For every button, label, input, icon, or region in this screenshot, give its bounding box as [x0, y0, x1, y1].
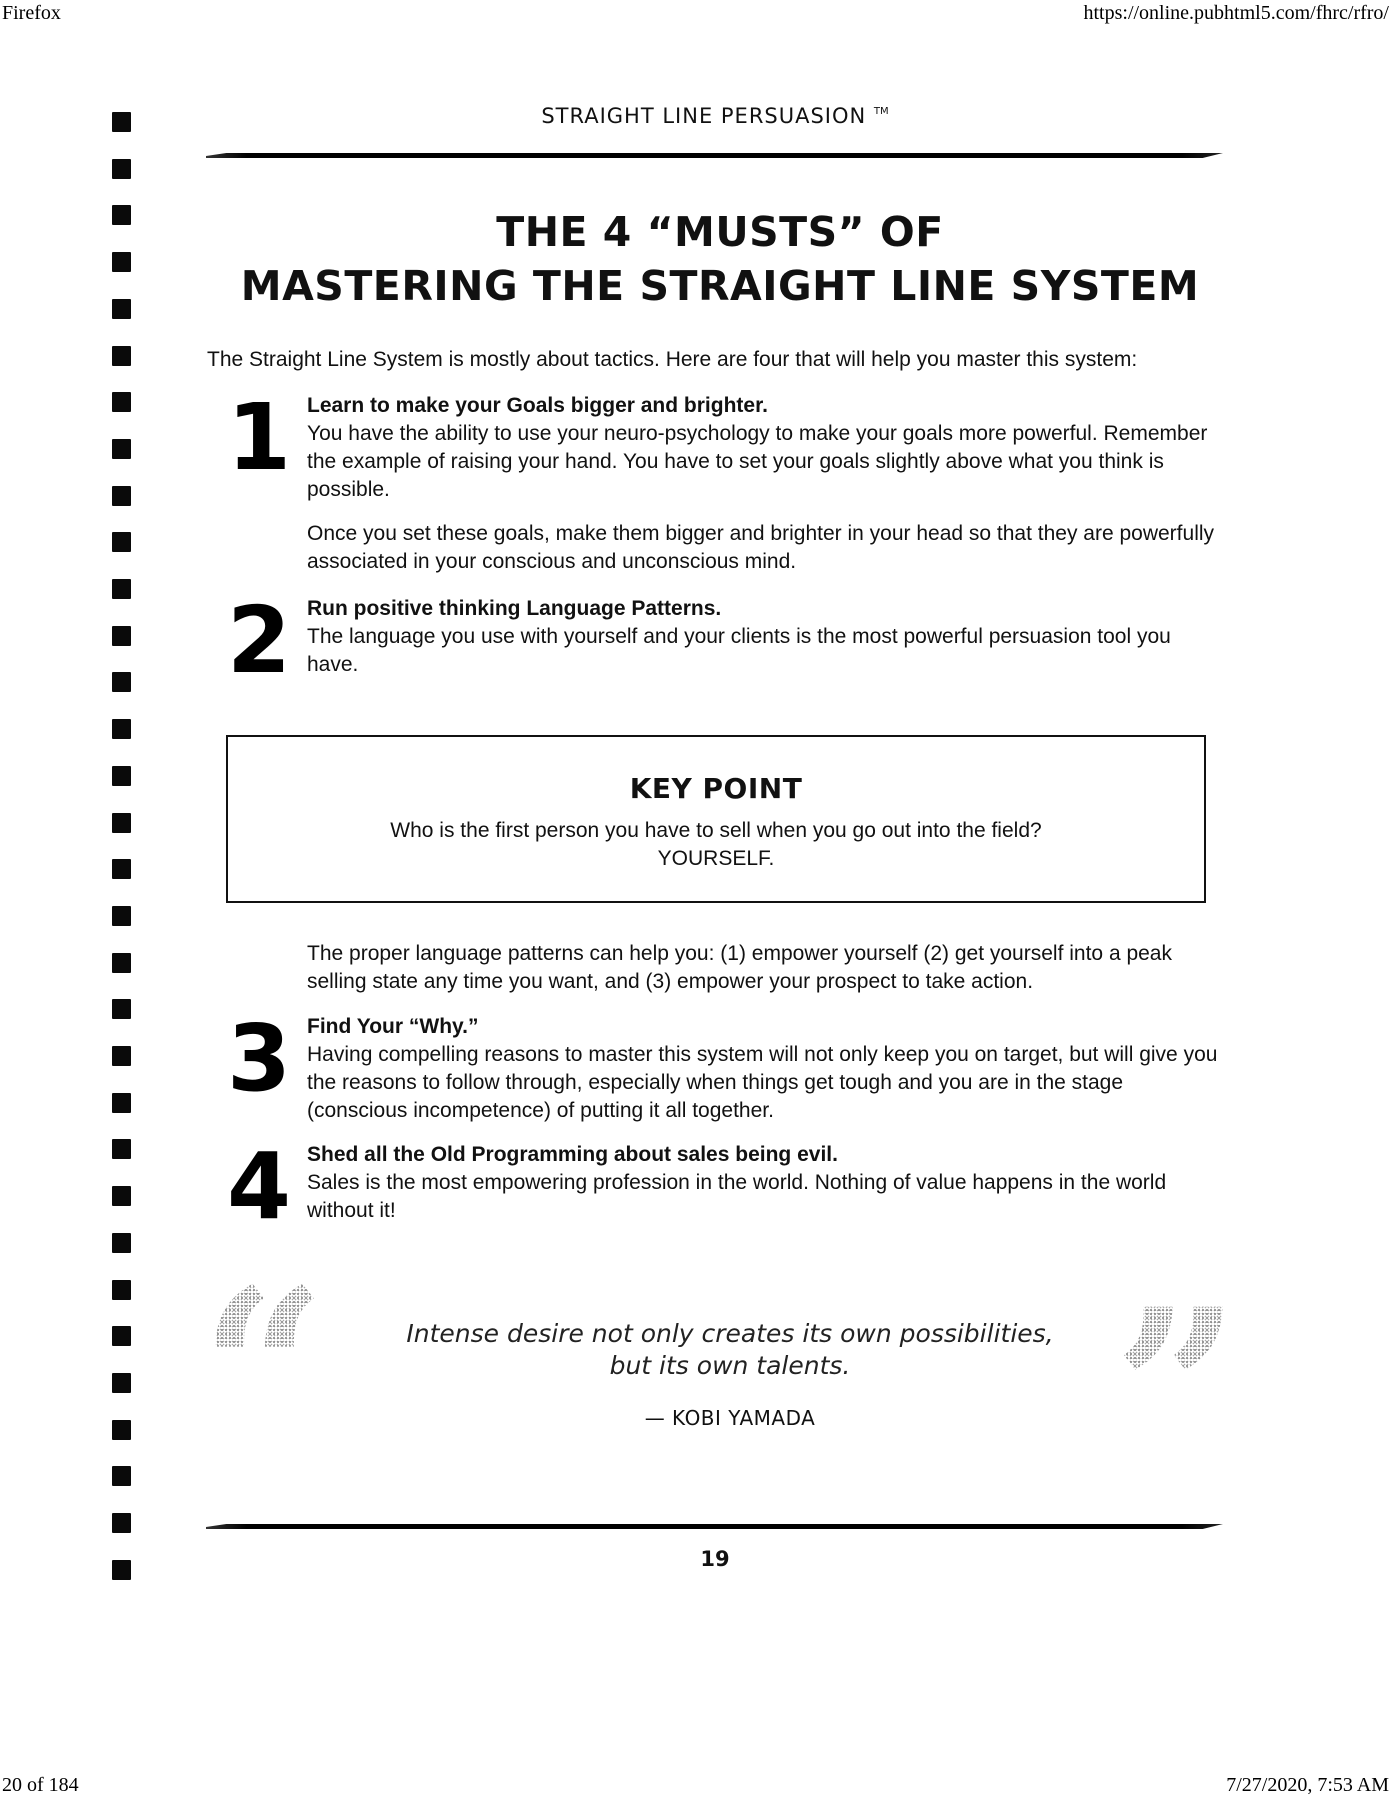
binding-hole: [112, 1326, 131, 1346]
title-line-2: MASTERING THE STRAIGHT LINE SYSTEM: [240, 262, 1200, 310]
binding-hole: [112, 346, 131, 366]
print-footer: [0, 1770, 1391, 1800]
page-title: [190, 205, 1250, 313]
app-name: Firefox: [2, 2, 61, 24]
key-point-answer: YOURSELF.: [657, 847, 775, 870]
note-paragraph: The proper language patterns can help you: (1) empower yourself (2) get yourself into a peak selling state any time you want, and (3) empower your prospect to take action.: [307, 942, 1172, 993]
intro-paragraph: The Straight Line System is mostly about tactics. Here are four that will help you master this system:: [207, 348, 1138, 371]
binding-hole: [112, 1139, 131, 1159]
key-point-box: [226, 735, 1206, 903]
item-heading: Run positive thinking Language Patterns.: [307, 597, 722, 620]
footer-rule: [206, 1524, 1223, 1529]
binding-hole: [112, 953, 131, 973]
binding-hole: [112, 486, 131, 506]
binding-hole: [112, 252, 131, 272]
item-body: [307, 1013, 1227, 1125]
binding-hole: [112, 813, 131, 833]
binding-hole: [112, 205, 131, 225]
page-number: 19: [700, 1547, 730, 1571]
note-body: [307, 940, 1227, 996]
trademark-mark: TM: [873, 106, 889, 117]
key-point-question: Who is the first person you have to sell when you go out into the field?: [390, 819, 1042, 842]
binding-hole: [112, 1233, 131, 1253]
item-heading: Find Your “Why.”: [307, 1015, 479, 1038]
binding-hole: [112, 579, 131, 599]
item-number: 4: [227, 1133, 292, 1240]
item-heading: Shed all the Old Programming about sales being evil.: [307, 1143, 838, 1166]
close-quote-icon: ”: [1113, 1260, 1240, 1519]
item-number: 3: [227, 1005, 292, 1112]
binding-hole: [112, 906, 131, 926]
binding-hole: [112, 672, 131, 692]
binding-hole: [112, 626, 131, 646]
binding-hole: [112, 1280, 131, 1300]
quote-author: — KOBI YAMADA: [644, 1406, 816, 1430]
item-paragraph: The language you use with yourself and your clients is the most powerful persuasion tool you have.: [307, 625, 1171, 676]
key-point-title: KEY POINT: [629, 772, 803, 805]
item-body: [307, 392, 1227, 576]
item-paragraph: Sales is the most empowering profession in the world. Nothing of value happens in the world without it!: [307, 1171, 1167, 1222]
header-rule: [206, 153, 1223, 158]
print-timestamp: 7/27/2020, 7:53 AM: [1226, 1774, 1389, 1796]
binding-hole: [112, 1420, 131, 1440]
quote-line-1: Intense desire not only creates its own possibilities,: [406, 1319, 1054, 1348]
open-quote-icon: “: [200, 1240, 327, 1499]
binding-hole: [112, 439, 131, 459]
item-body: [307, 595, 1227, 679]
quote-text: [320, 1318, 1140, 1382]
running-head: [0, 104, 1391, 128]
binding-hole: [112, 1513, 131, 1533]
binding-hole: [112, 719, 131, 739]
item-body: [307, 1141, 1227, 1225]
binding-hole: [112, 766, 131, 786]
binding-hole: [112, 999, 131, 1019]
binding-hole: [112, 299, 131, 319]
item-paragraph: Having compelling reasons to master this system will not only keep you on target, but will give you the reasons to follow through, especially when things get tough and you are in the stage (conscious incompetence) of putting it all together.: [307, 1043, 1218, 1122]
page-position: 20 of 184: [2, 1774, 79, 1796]
binding-hole: [112, 1093, 131, 1113]
binding-hole: [112, 1046, 131, 1066]
pull-quote: [200, 1240, 1240, 1519]
item-heading: Learn to make your Goals bigger and brighter.: [307, 394, 768, 417]
item-number: 2: [227, 587, 292, 694]
binding-hole: [112, 392, 131, 412]
running-head-text: STRAIGHT LINE PERSUASION: [541, 104, 867, 128]
binding-hole: [112, 1373, 131, 1393]
title-line-1: THE 4 “MUSTS” OF: [496, 208, 944, 256]
item-number: 1: [227, 384, 292, 491]
binding-hole: [112, 1186, 131, 1206]
binding-hole: [112, 159, 131, 179]
binding-hole: [112, 532, 131, 552]
item-paragraph: You have the ability to use your neuro-psychology to make your goals more powerful. Remember the example of raising your hand. You have to set your goals slightly above what you think is possible.: [307, 422, 1208, 501]
binding-hole: [112, 859, 131, 879]
print-header: [0, 0, 1391, 28]
item-paragraph: Once you set these goals, make them bigger and brighter in your head so that they are powerfully associated in your conscious and unconscious mind.: [307, 522, 1215, 573]
binding-hole: [112, 1466, 131, 1486]
page-url: https://online.pubhtml5.com/fhrc/rfro/: [1083, 2, 1389, 24]
quote-line-2: but its own talents.: [609, 1351, 851, 1380]
